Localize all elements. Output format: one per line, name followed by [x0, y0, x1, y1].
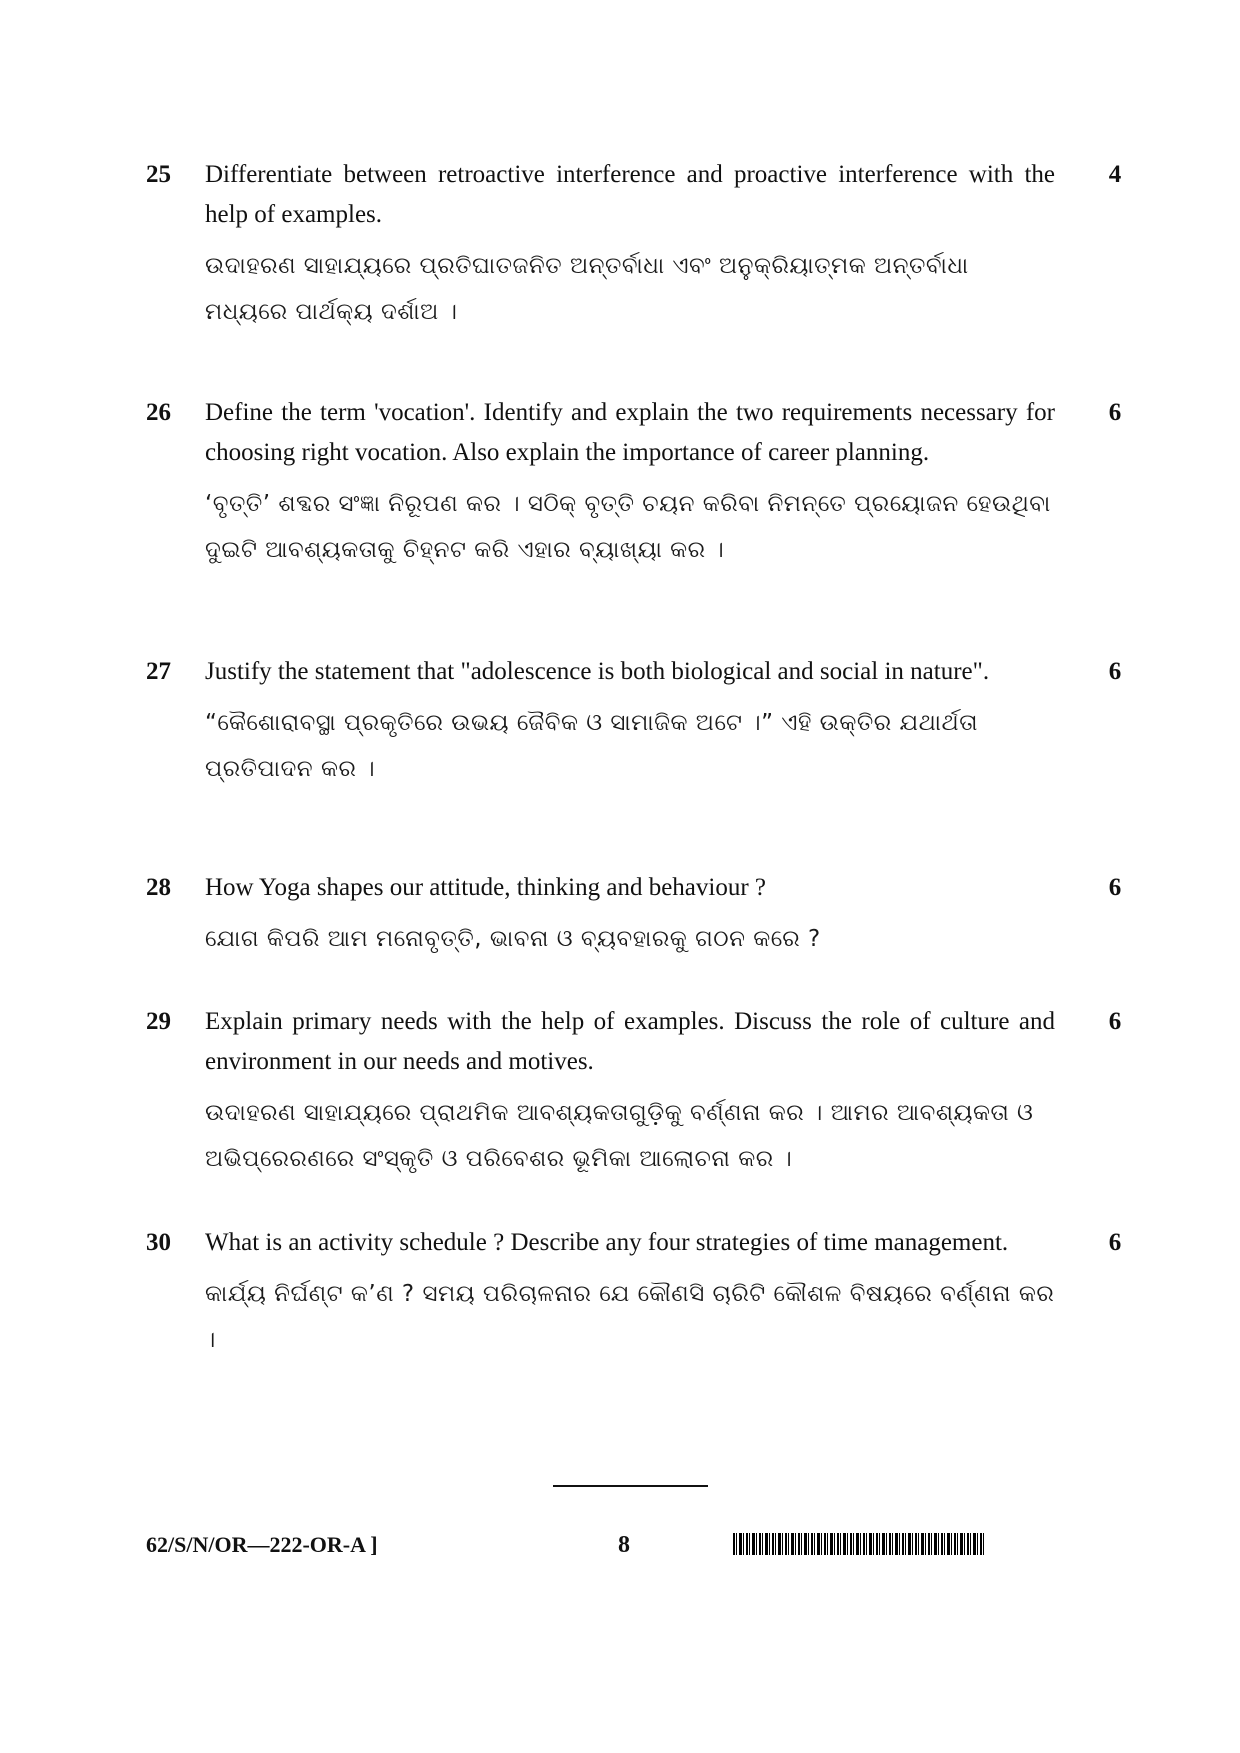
page-number: 8 [618, 1532, 630, 1558]
question-text-odia: ଯୋଗ କିପରି ଆମ ମନୋବୃତ୍ତି, ଭାବନା ଓ ବ୍ୟବହାରକୁ ଗଠନ କରେ ? [205, 926, 821, 952]
question-text-odia: ଉଦାହରଣ ସାହାଯ୍ୟରେ ପ୍ରତିଘାତଜନିତ ଅନ୍ତର୍ବାଧା ଏବଂ ଅନୁକ୍ରିୟାତ୍ମକ ଅନ୍ତର୍ବାଧା ମଧ୍ୟରେ ପାର୍ଥକ୍ୟ ଦର୍ଶାଅ । [205, 253, 969, 325]
question-text-english: Explain primary needs with the help of examples. Discuss the role of culture and environment in our needs and motives. [205, 1008, 1055, 1075]
question-marks: 6 [1108, 1008, 1122, 1035]
question-text-english: What is an activity schedule ? Describe any four strategies of time management. [205, 1229, 1009, 1256]
question-marks: 4 [1108, 161, 1122, 188]
question-marks: 6 [1108, 658, 1122, 685]
question-marks: 6 [1108, 874, 1122, 901]
question-number: 27 [146, 658, 171, 685]
question-text-english: Justify the statement that "adolescence is both biological and social in nature". [205, 658, 990, 685]
page-footer [0, 1525, 1240, 1565]
question-number: 30 [146, 1229, 171, 1256]
paper-code: 62/S/N/OR—222-OR-A ] [146, 1532, 378, 1557]
question-number: 28 [146, 874, 171, 901]
question-text-english: Define the term 'vocation'. Identify and explain the two requirements necessary for choosing right vocation. Also explain the importance of career planning. [205, 399, 1055, 466]
question-marks: 6 [1108, 399, 1122, 426]
question-number: 29 [146, 1008, 171, 1035]
question-number: 25 [146, 161, 171, 188]
question-body [205, 868, 1055, 962]
question-body [205, 1002, 1055, 1182]
question-text-english: Differentiate between retroactive interference and proactive interference with the help of examples. [205, 161, 1055, 228]
end-of-page-divider [553, 1485, 708, 1487]
question-text-odia: “କୈଶୋରାବସ୍ଥା ପ୍ରକୃତିରେ ଉଭୟ ଜୈବିକ ଓ ସାମାଜିକ ଅଟେ ।” ଏହି ଉକ୍ତିର ଯଥାର୍ଥତା ପ୍ରତିପାଦନ କର । [205, 710, 979, 782]
question-number: 26 [146, 399, 171, 426]
question-text-odia: ଉଦାହରଣ ସାହାଯ୍ୟରେ ପ୍ରାଥମିକ ଆବଶ୍ୟକତାଗୁଡ଼ିକୁ ବର୍ଣ୍ଣନା କର । ଆମର ଆବଶ୍ୟକତା ଓ ଅଭିପ୍ରେରଣରେ ସଂସ୍କୃତି ଓ ପରିବେଶର ଭୂମିକା ଆଲୋଚନା କର । [205, 1100, 1034, 1172]
question-text-english: How Yoga shapes our attitude, thinking and behaviour ? [205, 874, 767, 901]
question-body [205, 1223, 1055, 1363]
barcode-icon [733, 1533, 986, 1555]
question-marks: 6 [1108, 1229, 1122, 1256]
question-body [205, 393, 1055, 573]
question-body [205, 652, 1055, 792]
question-text-odia: କାର୍ଯ୍ୟ ନିର୍ଘଣ୍ଟ କ’ଣ ? ସମୟ ପରିଚାଳନାର ଯେ କୌଣସି ଚାରିଟି କୌଶଳ ବିଷୟରେ ବର୍ଣ୍ଣନା କର । [205, 1281, 1055, 1353]
question-text-odia: ‘ବୃତ୍ତି’ ଶବ୍ଦର ସଂଜ୍ଞା ନିରୂପଣ କର । ସଠିକ୍ ବୃତ୍ତି ଚୟନ କରିବା ନିମନ୍ତେ ପ୍ରୟୋଜନ ହେଉଥିବା ଦୁଇଟି ଆବଶ୍ୟକତାକୁ ଚିହ୍ନଟ କରି ଏହାର ବ୍ୟାଖ୍ୟା କର । [205, 491, 1051, 563]
question-body [205, 155, 1055, 335]
